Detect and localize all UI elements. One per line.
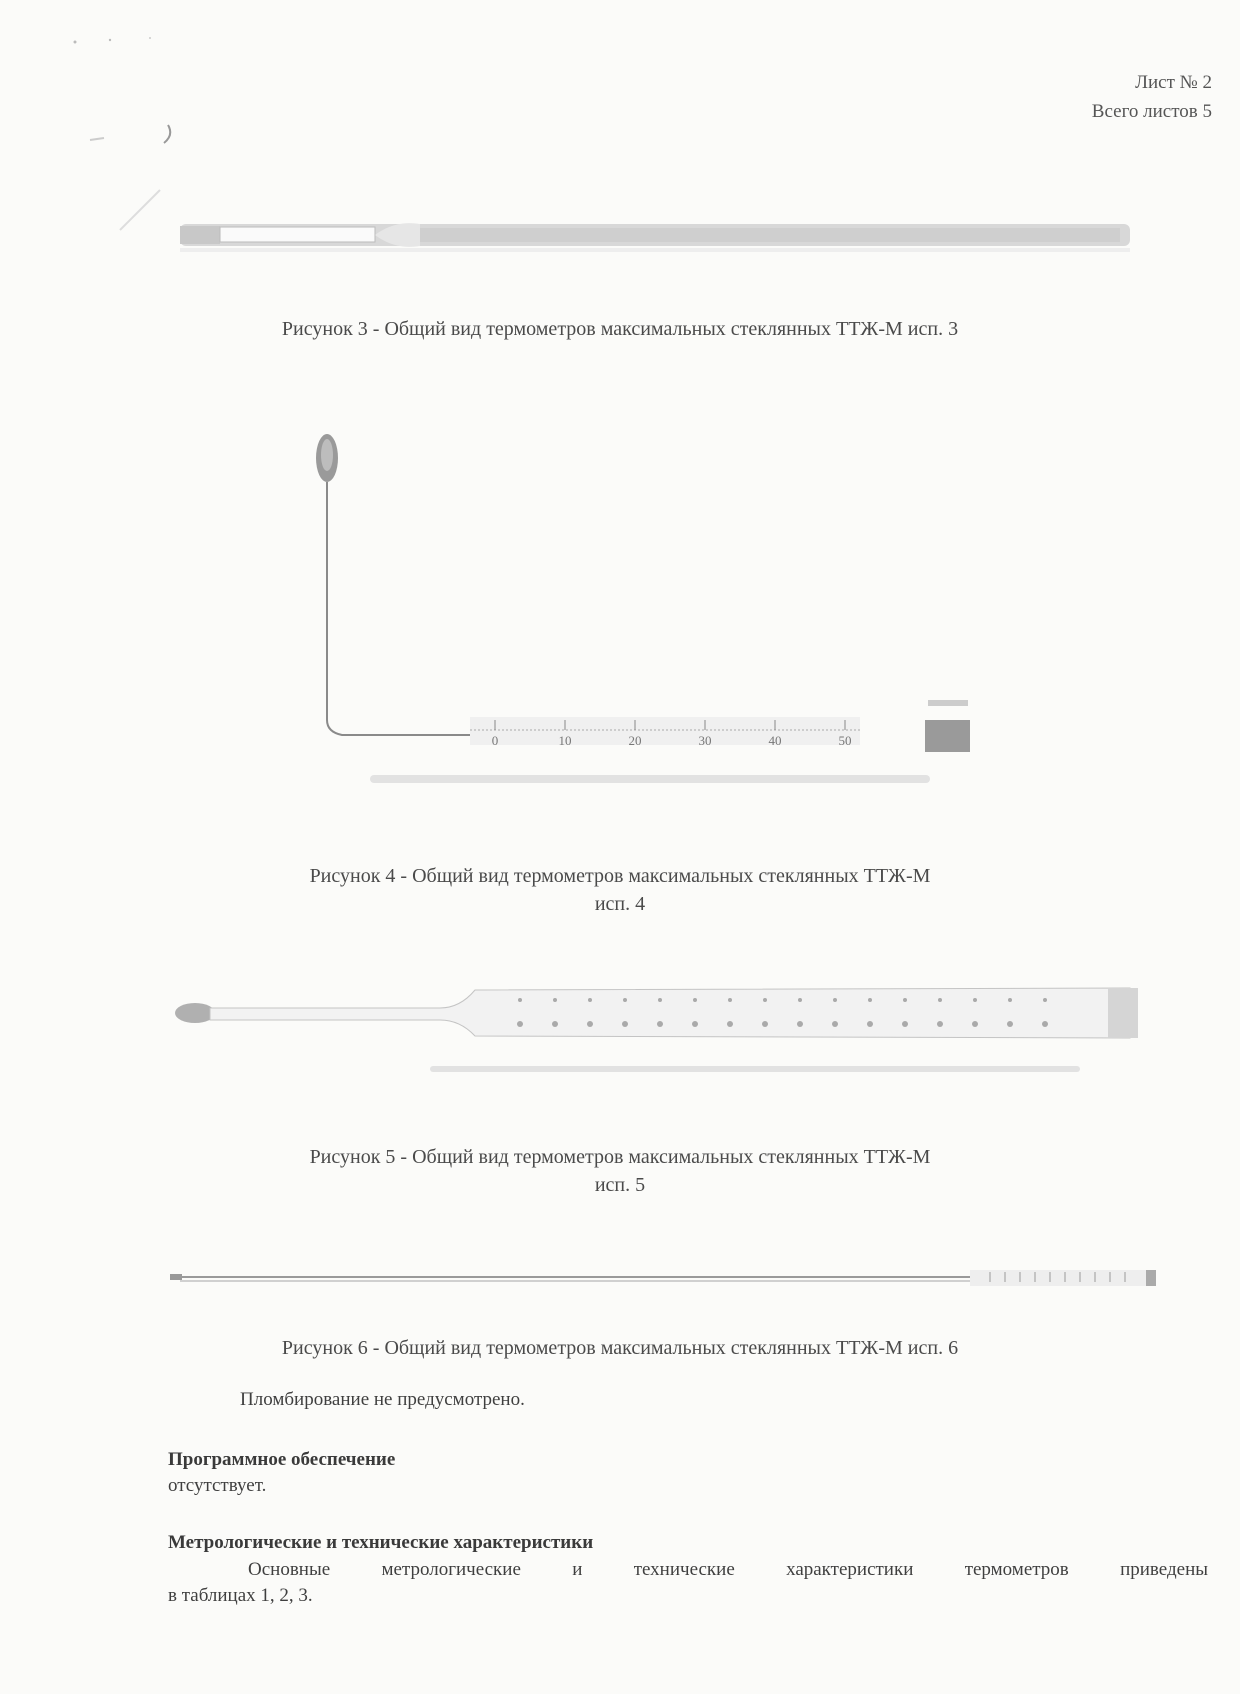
software-text: отсутствует. (168, 1475, 267, 1496)
scale-label: 50 (838, 733, 852, 748)
metrology-text-line2: в таблицах 1, 2, 3. (168, 1585, 313, 1606)
figure-4-thermometer-image (310, 420, 990, 800)
scan-artifact (50, 30, 250, 250)
figure-5-caption-line1: Рисунок 5 - Общий вид термометров максимальных стеклянных ТТЖ-М (309, 1146, 931, 1168)
figure-3-caption: Рисунок 3 - Общий вид термометров максимальных стеклянных ТТЖ-М исп. 3 (281, 318, 959, 340)
sealing-note: Пломбирование не предусмотрено. (240, 1389, 525, 1410)
software-heading: Программное обеспечение (168, 1449, 396, 1470)
figure-4-caption-line1: Рисунок 4 - Общий вид термометров максимальных стеклянных ТТЖ-М (309, 865, 931, 887)
scale-label: 20 (628, 733, 642, 748)
figure-4-caption (0, 862, 1240, 918)
total-sheets: Всего листов 5 (1091, 101, 1212, 122)
scale-label: 10 (558, 733, 572, 748)
sheet-number: Лист № 2 (1135, 72, 1212, 93)
figure-5-thermometer-image (170, 980, 1140, 1090)
metrology-heading: Метрологические и технические характеристики (168, 1532, 594, 1553)
figure-4-caption-line2: исп. 4 (594, 893, 646, 915)
figure-6-thermometer-image (170, 1262, 1160, 1292)
sheet-header (1092, 68, 1212, 126)
scale-label: 40 (768, 733, 782, 748)
figure-3-thermometer-image (180, 218, 1130, 258)
scale-label: 30 (698, 733, 712, 748)
metrology-text-line1: Основные метрологические и технические характеристики термометров приведены (248, 1559, 1208, 1580)
figure-5-caption (0, 1143, 1240, 1199)
scale-label: 0 (491, 733, 499, 748)
figure-5-caption-line2: исп. 5 (594, 1174, 646, 1196)
figure-6-caption: Рисунок 6 - Общий вид термометров максимальных стеклянных ТТЖ-М исп. 6 (281, 1337, 959, 1359)
